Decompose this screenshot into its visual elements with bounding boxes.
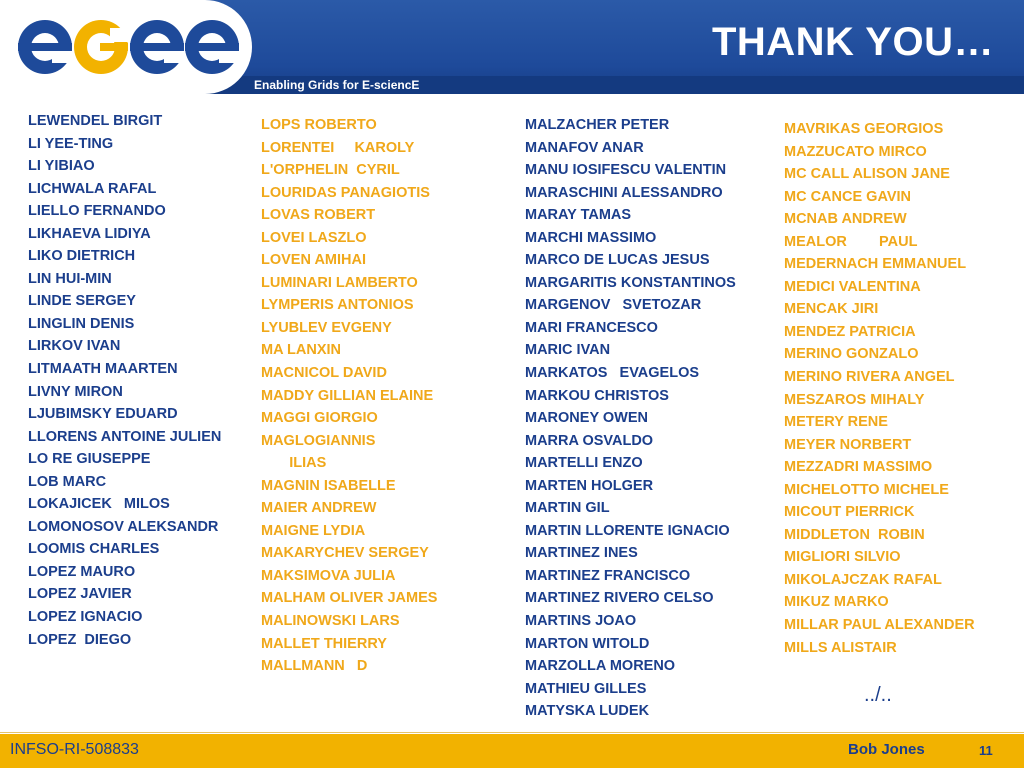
name-entry: MAZZUCATO MIRCO xyxy=(784,143,927,160)
name-entry: MARTIN GIL xyxy=(525,500,610,517)
name-entry: LOKAJICEK MILOS xyxy=(28,496,170,513)
footer-author: Bob Jones xyxy=(848,741,925,758)
name-entry: MA LANXIN xyxy=(261,342,342,359)
name-entry: L'ORPHELIN CYRIL xyxy=(261,162,400,179)
name-entry: LOPEZ JAVIER xyxy=(28,586,132,603)
name-entry: MARZOLLA MORENO xyxy=(525,658,676,675)
name-entry: LYMPERIS ANTONIOS xyxy=(261,297,414,314)
name-entry: MIDDLETON ROBIN xyxy=(784,526,925,543)
name-entry: MC CALL ALISON JANE xyxy=(784,166,950,183)
name-entry: LOB MARC xyxy=(28,473,107,490)
name-column-2 xyxy=(261,114,437,678)
name-entry: MAKARYCHEV SERGEY xyxy=(261,545,429,562)
name-entry: MARIC IVAN xyxy=(525,342,611,359)
name-entry: MARI FRANCESCO xyxy=(525,319,658,336)
page-number: 11 xyxy=(979,743,993,758)
name-entry: MAKSIMOVA JULIA xyxy=(261,567,396,584)
name-entry: MARGARITIS KONSTANTINOS xyxy=(525,274,736,291)
name-entry: MARTINS JOAO xyxy=(525,613,637,630)
name-entry: LICHWALA RAFAL xyxy=(28,180,157,197)
name-entry: LOPS ROBERTO xyxy=(261,117,377,133)
name-entry: LO RE GIUSEPPE xyxy=(28,451,151,468)
name-entry: MAGNIN ISABELLE xyxy=(261,477,396,494)
name-entry: MICHELOTTO MICHELE xyxy=(784,481,949,498)
name-entry: LIN HUI-MIN xyxy=(28,270,112,287)
name-entry: MIKUZ MARKO xyxy=(784,594,889,611)
name-entry: MERINO GONZALO xyxy=(784,346,919,363)
name-entry: MARAY TAMAS xyxy=(525,207,632,224)
footer-bar xyxy=(0,734,1024,768)
name-entry: MARKATOS EVAGELOS xyxy=(525,365,700,382)
name-entry: MARTIN LLORENTE IGNACIO xyxy=(525,522,730,539)
name-entry: MALLMANN D xyxy=(261,658,368,675)
name-entry: MEZZADRI MASSIMO xyxy=(784,459,933,476)
name-entry: LOURIDAS PANAGIOTIS xyxy=(261,184,430,201)
continuation-marker: ../.. xyxy=(864,684,892,706)
name-entry: MAGGI GIORGIO xyxy=(261,410,378,427)
name-entry: MAVRIKAS GEORGIOS xyxy=(784,121,944,137)
name-entry: MAGLOGIANNIS ILIAS xyxy=(261,432,376,472)
name-entry: LLORENS ANTOINE JULIEN xyxy=(28,428,222,445)
name-entry: MADDY GILLIAN ELAINE xyxy=(261,387,434,404)
name-entry: LINGLIN DENIS xyxy=(28,315,135,332)
name-entry: LYUBLEV EVGENY xyxy=(261,319,392,336)
name-entry: MARONEY OWEN xyxy=(525,410,648,427)
footer-divider xyxy=(0,732,1024,733)
name-entry: MILLS ALISTAIR xyxy=(784,639,897,656)
logo-plate xyxy=(0,0,252,94)
name-entry: MESZAROS MIHALY xyxy=(784,391,925,408)
name-entry: MALINOWSKI LARS xyxy=(261,613,400,630)
name-entry: MANAFOV ANAR xyxy=(525,139,644,156)
name-entry: MIGLIORI SILVIO xyxy=(784,549,901,566)
name-entry: LIKO DIETRICH xyxy=(28,248,136,265)
name-entry: MEDICI VALENTINA xyxy=(784,278,921,295)
name-entry: LOOMIS CHARLES xyxy=(28,541,160,558)
name-entry: MARTELLI ENZO xyxy=(525,455,643,472)
name-entry: LJUBIMSKY EDUARD xyxy=(28,406,178,423)
name-entry: LI YEE-TING xyxy=(28,135,114,152)
name-entry: MENDEZ PATRICIA xyxy=(784,323,916,340)
page-title: THANK YOU… xyxy=(711,20,994,64)
name-entry: MANU IOSIFESCU VALENTIN xyxy=(525,162,727,179)
name-entry: MCNAB ANDREW xyxy=(784,211,907,228)
name-entry: MARKOU CHRISTOS xyxy=(525,387,669,404)
name-entry: MACNICOL DAVID xyxy=(261,365,387,382)
name-entry: MARCHI MASSIMO xyxy=(525,229,657,246)
name-entry: MEALOR PAUL xyxy=(784,233,918,250)
name-entry: MALHAM OLIVER JAMES xyxy=(261,590,438,607)
name-entry: LORENTEI KAROLY xyxy=(261,139,415,156)
name-entry: MILLAR PAUL ALEXANDER xyxy=(784,617,975,634)
name-entry: MEYER NORBERT xyxy=(784,436,912,453)
header-subtitle: Enabling Grids for E-sciencE xyxy=(254,78,420,92)
name-entry: MARTON WITOLD xyxy=(525,635,650,652)
name-column-4 xyxy=(784,118,975,659)
egee-logo xyxy=(12,14,240,80)
name-entry: MATHIEU GILLES xyxy=(525,680,647,697)
name-entry: LOVEI LASZLO xyxy=(261,229,367,246)
name-entry: MICOUT PIERRICK xyxy=(784,504,915,521)
name-entry: MARASCHINI ALESSANDRO xyxy=(525,184,723,201)
name-column-3 xyxy=(525,114,736,723)
name-entry: LOVAS ROBERT xyxy=(261,207,376,224)
name-entry: LINDE SERGEY xyxy=(28,293,136,310)
name-column-1 xyxy=(28,110,221,651)
name-entry: LOMONOSOV ALEKSANDR xyxy=(28,518,219,535)
footer-project-id: INFSO-RI-508833 xyxy=(10,741,139,758)
name-entry: MARTINEZ RIVERO CELSO xyxy=(525,590,714,607)
name-entry: MARRA OSVALDO xyxy=(525,432,654,449)
name-entry: LITMAATH MAARTEN xyxy=(28,361,178,378)
name-entry: LOPEZ DIEGO xyxy=(28,631,132,648)
name-entry: MAIER ANDREW xyxy=(261,500,377,517)
name-entry: MIKOLAJCZAK RAFAL xyxy=(784,571,942,588)
name-entry: MENCAK JIRI xyxy=(784,301,879,318)
name-entry: LIKHAEVA LIDIYA xyxy=(28,225,151,242)
name-entry: MERINO RIVERA ANGEL xyxy=(784,369,955,386)
name-entry: LOVEN AMIHAI xyxy=(261,252,366,269)
name-entry: LIVNY MIRON xyxy=(28,383,123,400)
name-entry: MEDERNACH EMMANUEL xyxy=(784,256,967,273)
name-entry: MAIGNE LYDIA xyxy=(261,522,366,539)
name-entry: LIRKOV IVAN xyxy=(28,338,121,355)
name-entry: LI YIBIAO xyxy=(28,158,95,175)
name-entry: LOPEZ MAURO xyxy=(28,563,136,580)
name-entry: MARGENOV SVETOZAR xyxy=(525,297,702,314)
name-entry: MARTINEZ FRANCISCO xyxy=(525,567,691,584)
name-entry: MARCO DE LUCAS JESUS xyxy=(525,252,710,269)
name-entry: MALLET THIERRY xyxy=(261,635,387,652)
name-entry: METERY RENE xyxy=(784,414,888,431)
name-entry: LUMINARI LAMBERTO xyxy=(261,274,418,291)
name-entry: MARTINEZ INES xyxy=(525,545,638,562)
name-entry: MC CANCE GAVIN xyxy=(784,188,912,205)
name-entry: LOPEZ IGNACIO xyxy=(28,609,143,626)
name-entry: MARTEN HOLGER xyxy=(525,477,654,494)
name-entry: LIELLO FERNANDO xyxy=(28,203,166,220)
name-entry: MALZACHER PETER xyxy=(525,117,670,133)
name-entry: MATYSKA LUDEK xyxy=(525,703,650,720)
name-entry: LEWENDEL BIRGIT xyxy=(28,113,163,129)
